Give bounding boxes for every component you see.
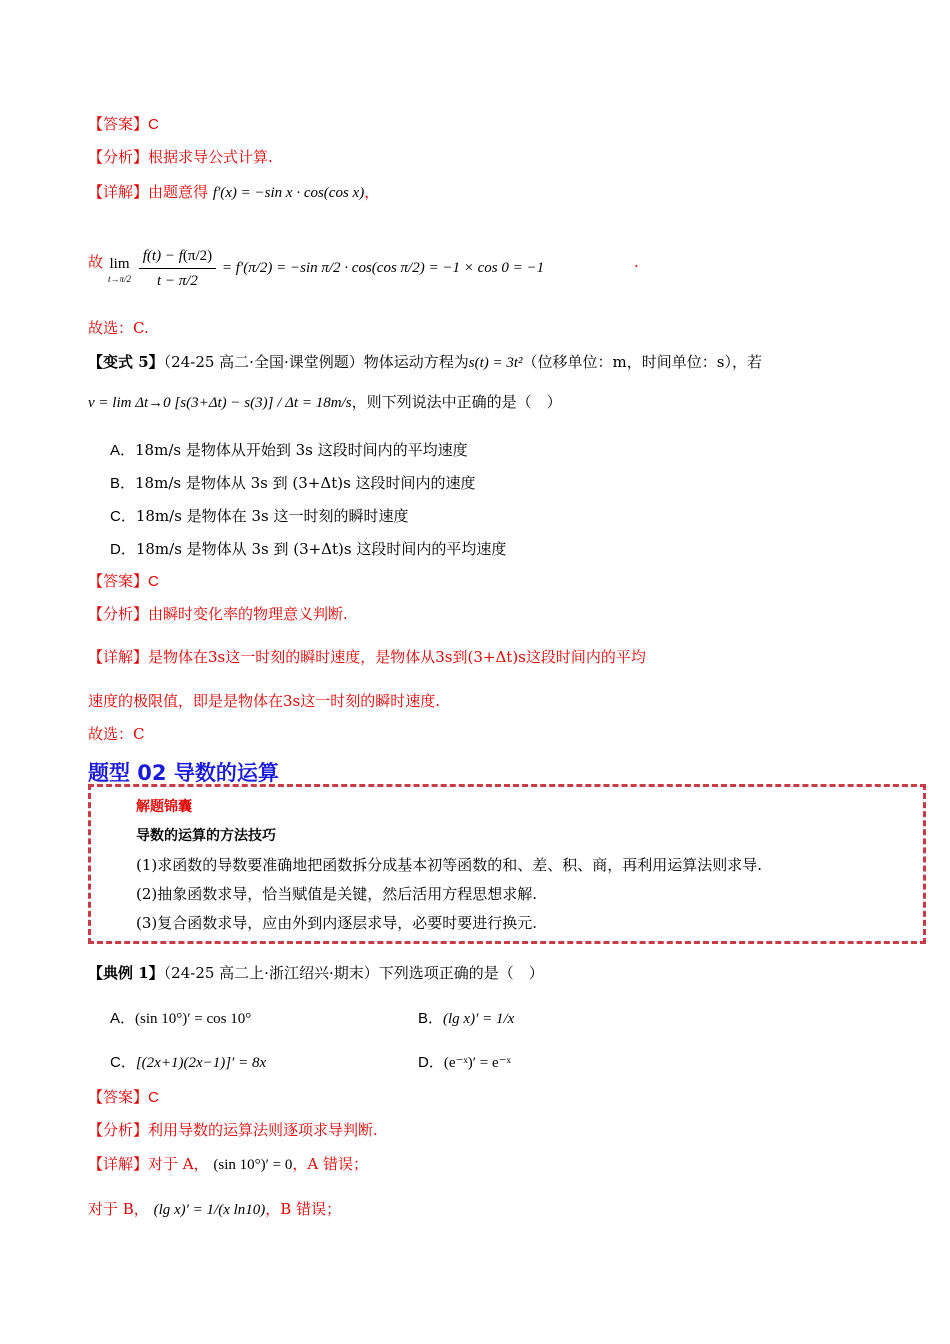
answer-line-2: 【答案】C — [88, 572, 159, 590]
option-b: B．18m/s 是物体从 3s 到 (3+Δt)s 这段时间内的速度 — [110, 474, 476, 492]
answer-line-1 — [88, 114, 159, 135]
example-option-c: C．[(2x+1)(2x−1)]′ = 8x — [110, 1054, 267, 1071]
choose-line-1: 故选：C. — [88, 319, 149, 337]
option-a: A．18m/s 是物体从开始到 3s 这段时间内的平均速度 — [110, 441, 468, 459]
limit-expression: lim t→π/2 $\frac{f(t) - f(\pi/2)}{t - \pi/2}$ = f′(π/2) = −sin π/2 · cos(cos π/2) = −1 × cos 0 = −1 — [108, 248, 545, 289]
example1-stem: 【典例 1】（24-25 高二上·浙江绍兴·期末）下列选项正确的是（ ） — [88, 964, 544, 982]
analysis-line-1: 【分析】根据求导公式计算. — [88, 148, 273, 166]
example-option-d: D．(e⁻ˣ)′ = e⁻ˣ — [418, 1054, 511, 1071]
tips-item-3: (3)复合函数求导，应由外到内逐层求导，必要时要进行换元. — [136, 914, 538, 932]
answer-line-3: 【答案】C — [88, 1088, 159, 1106]
answer-value: C — [148, 116, 159, 133]
detail-line-3: 【详解】对于 A， (sin 10°)′ = 0，A 错误； — [88, 1155, 368, 1173]
section-title: 题型 02 导数的运算 — [88, 761, 279, 785]
detail-line-2: 【详解】是物体在3s这一时刻的瞬时速度，是物体从3s到(3+Δt)s这段时间内的平均 — [88, 648, 646, 666]
variant5-stem: 【变式 5】（24-25 高二·全国·课堂例题）物体运动方程为s(t) = 3t²（位移单位：m，时间单位：s），若 — [88, 353, 762, 371]
detail-line-1: 【详解】由题意得 f′(x) = −sin x · cos(cos x)， — [88, 183, 380, 201]
tips-box — [88, 784, 926, 944]
choose-line-2: 故选：C — [88, 725, 145, 743]
example-option-b: B．(lg x)′ = 1/x — [418, 1010, 515, 1027]
limit-rhs: = f′(π/2) = −sin π/2 · cos(cos π/2) = −1 × cos 0 = −1 — [221, 259, 545, 276]
tips-heading: 解题锦囊 — [136, 799, 192, 815]
detail-line-3b: 对于 B， (lg x)′ = 1/(x ln10)，B 错误； — [88, 1200, 342, 1218]
option-d: D．18m/s 是物体从 3s 到 (3+Δt)s 这段时间内的平均速度 — [110, 540, 507, 558]
option-c: C．18m/s 是物体在 3s 这一时刻的瞬时速度 — [110, 507, 409, 525]
analysis-line-3: 【分析】利用导数的运算法则逐项求导判断. — [88, 1121, 378, 1139]
derivative-formula: f′(x) = −sin x · cos(cos x) — [212, 185, 365, 201]
tips-subheading: 导数的运算的方法技巧 — [136, 828, 276, 844]
tips-item-2: (2)抽象函数求导，恰当赋值是关键，然后活用方程思想求解. — [136, 885, 538, 903]
tips-item-1: (1)求函数的导数要准确地把函数拆分成基本初等函数的和、差、积、商，再利用运算法则求导. — [136, 856, 763, 874]
answer-tag: 【答案】 — [88, 115, 149, 133]
analysis-line-2: 【分析】由瞬时变化率的物理意义判断. — [88, 605, 348, 623]
variant5-condition: v = lim Δt→0 [s(3+Δt) − s(3)] / Δt = 18m/s，则下列说法中正确的是（ ） — [88, 393, 562, 411]
detail-line-2b: 速度的极限值，即是是物体在3s这一时刻的瞬时速度. — [88, 692, 441, 710]
example-option-a: A．(sin 10°)′ = cos 10° — [110, 1010, 252, 1027]
velocity-limit: v = lim Δt→0 [s(3+Δt) − s(3)] / Δt = 18m/s — [88, 395, 352, 411]
motion-equation: s(t) = 3t² — [468, 355, 523, 371]
